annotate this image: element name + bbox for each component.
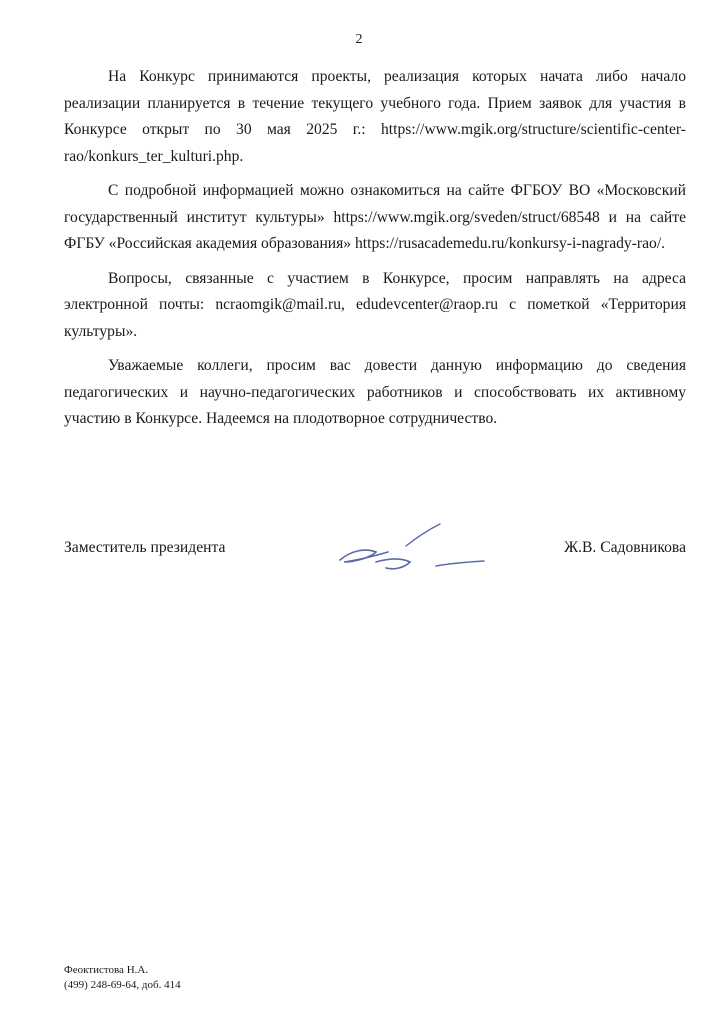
page-number: 2	[355, 32, 363, 47]
paragraph-more-info: С подробной информацией можно ознакомиться на сайте ФГБОУ ВО «Московский государственный институт культуры» https://www.mgik.org/sveden/struct/68548 и на сайте ФГБУ «Российская академия образования» https://rusacademedu.ru/konkursy-i-nagrady-rao/.	[64, 182, 686, 252]
letter-body	[64, 64, 686, 441]
paragraph-questions: Вопросы, связанные с участием в Конкурсе, просим направлять на адреса электронной почты: ncraomgik@mail.ru, edudevcenter@raop.ru с пометкой «Территория культуры».	[64, 269, 686, 340]
executor-name: Феоктистова Н.А.	[64, 964, 149, 976]
executor-phone: (499) 248-69-64, доб. 414	[64, 978, 181, 991]
signatory-name: Ж.В. Садовникова	[564, 539, 686, 556]
executor-contact	[64, 963, 181, 992]
paragraph-request: Уважаемые коллеги, просим вас довести данную информацию до сведения педагогических и научно-педагогических работников и способствовать их активному участию в Конкурсе. Надеемся на плодотворное сотрудничество.	[64, 357, 686, 427]
signatory-position: Заместитель президента	[64, 539, 226, 556]
paragraph-contest-projects: На Конкурс принимаются проекты, реализация которых начата либо начало реализации планируется в течение текущего учебного года. Прием заявок для участия в Конкурсе открыт по 30 мая 2025 г.: https://www.mgik.org/structure/scientific-center-rao/konkurs_ter_kulturi.php.	[64, 68, 686, 165]
handwritten-signature	[332, 522, 490, 580]
